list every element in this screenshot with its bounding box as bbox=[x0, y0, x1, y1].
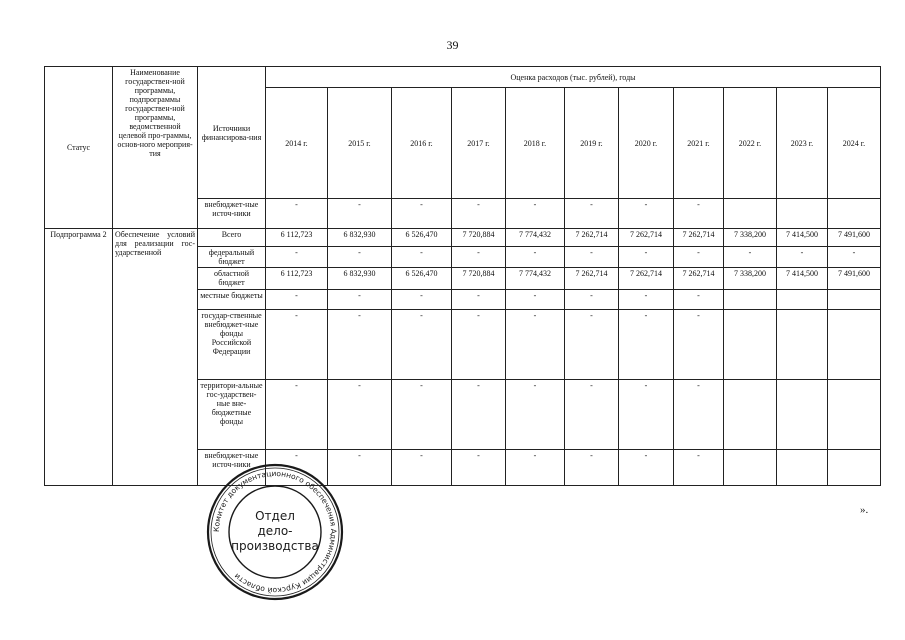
value-cell: - bbox=[452, 310, 506, 380]
value-cell: - bbox=[565, 199, 619, 229]
year-header: 2022 г. bbox=[724, 88, 777, 199]
value-cell: - bbox=[619, 199, 674, 229]
value-cell bbox=[724, 450, 777, 486]
value-cell bbox=[777, 199, 828, 229]
value-cell: - bbox=[328, 380, 392, 450]
value-cell: - bbox=[506, 380, 565, 450]
value-cell: 6 526,470 bbox=[392, 268, 452, 290]
value-cell: 7 338,200 bbox=[724, 229, 777, 247]
value-cell: - bbox=[619, 450, 674, 486]
value-cell: - bbox=[392, 310, 452, 380]
value-cell bbox=[828, 310, 881, 380]
value-cell bbox=[777, 380, 828, 450]
value-cell: - bbox=[565, 290, 619, 310]
value-cell bbox=[777, 290, 828, 310]
value-cell: - bbox=[619, 290, 674, 310]
value-cell: - bbox=[565, 380, 619, 450]
funding-source-cell: областной бюджет bbox=[198, 268, 266, 290]
value-cell: 6 832,930 bbox=[328, 229, 392, 247]
value-cell: - bbox=[674, 247, 724, 268]
value-cell: - bbox=[328, 290, 392, 310]
program-name-cell: Обеспечение условий для реализации гос-ударственной bbox=[113, 229, 198, 486]
value-cell: - bbox=[266, 380, 328, 450]
value-cell: - bbox=[565, 310, 619, 380]
official-stamp bbox=[205, 462, 345, 602]
value-cell: 7 262,714 bbox=[565, 229, 619, 247]
funding-source-cell: федеральный бюджет bbox=[198, 247, 266, 268]
value-cell bbox=[724, 199, 777, 229]
value-cell: - bbox=[619, 247, 674, 268]
value-cell bbox=[777, 310, 828, 380]
year-header: 2014 г. bbox=[266, 88, 328, 199]
value-cell: - bbox=[266, 199, 328, 229]
value-cell: - bbox=[328, 310, 392, 380]
value-cell: 6 112,723 bbox=[266, 229, 328, 247]
value-cell: - bbox=[392, 380, 452, 450]
value-cell: - bbox=[392, 450, 452, 486]
value-cell: 7 491,600 bbox=[828, 229, 881, 247]
expenses-header: Оценка расходов (тыс. рублей), годы bbox=[266, 67, 881, 88]
value-cell: - bbox=[565, 450, 619, 486]
value-cell: - bbox=[452, 380, 506, 450]
value-cell bbox=[828, 199, 881, 229]
year-header: 2017 г. bbox=[452, 88, 506, 199]
stamp-line-3: производства bbox=[231, 539, 319, 553]
value-cell: 7 338,200 bbox=[724, 268, 777, 290]
budget-table bbox=[44, 66, 881, 486]
funding-source-cell: территори-альные гос-ударствен-ные вне-бюджетные фонды bbox=[198, 380, 266, 450]
value-cell bbox=[724, 380, 777, 450]
value-cell: - bbox=[828, 247, 881, 268]
value-cell: - bbox=[452, 450, 506, 486]
funding-source-cell: Всего bbox=[198, 229, 266, 247]
value-cell: - bbox=[452, 247, 506, 268]
value-cell: - bbox=[619, 380, 674, 450]
status-cell: Подпрограмма 2 bbox=[45, 229, 113, 486]
value-cell: 7 491,600 bbox=[828, 268, 881, 290]
value-cell bbox=[777, 450, 828, 486]
value-cell: 6 112,723 bbox=[266, 268, 328, 290]
value-cell: 7 262,714 bbox=[674, 229, 724, 247]
year-header: 2021 г. bbox=[674, 88, 724, 199]
table-row bbox=[45, 229, 881, 247]
funding-source-cell: внебюджет-ные источ-ники bbox=[198, 199, 266, 229]
funding-source-cell: местные бюджеты bbox=[198, 290, 266, 310]
value-cell: 7 414,500 bbox=[777, 268, 828, 290]
value-cell: - bbox=[724, 247, 777, 268]
value-cell: - bbox=[266, 290, 328, 310]
value-cell: 7 774,432 bbox=[506, 268, 565, 290]
page-number: 39 bbox=[446, 38, 459, 52]
value-cell: 6 526,470 bbox=[392, 229, 452, 247]
value-cell: 7 720,884 bbox=[452, 268, 506, 290]
value-cell bbox=[828, 380, 881, 450]
value-cell bbox=[724, 310, 777, 380]
value-cell: 6 832,930 bbox=[328, 268, 392, 290]
value-cell: 7 414,500 bbox=[777, 229, 828, 247]
year-header: 2016 г. bbox=[392, 88, 452, 199]
value-cell bbox=[724, 290, 777, 310]
value-cell bbox=[828, 290, 881, 310]
value-cell: - bbox=[266, 247, 328, 268]
value-cell: - bbox=[506, 199, 565, 229]
value-cell: - bbox=[674, 290, 724, 310]
value-cell: - bbox=[506, 247, 565, 268]
value-cell: - bbox=[674, 310, 724, 380]
value-cell: - bbox=[392, 247, 452, 268]
value-cell: - bbox=[506, 310, 565, 380]
header-row bbox=[45, 67, 881, 88]
value-cell: - bbox=[392, 290, 452, 310]
stamp-line-2: дело- bbox=[257, 524, 293, 538]
value-cell: - bbox=[452, 290, 506, 310]
value-cell: 7 720,884 bbox=[452, 229, 506, 247]
value-cell: - bbox=[392, 199, 452, 229]
value-cell: - bbox=[674, 199, 724, 229]
funding-source-header: Источники финансирова-ния bbox=[198, 67, 266, 199]
value-cell: - bbox=[674, 380, 724, 450]
value-cell: - bbox=[506, 290, 565, 310]
year-header: 2024 г. bbox=[828, 88, 881, 199]
value-cell: - bbox=[328, 199, 392, 229]
year-header: 2015 г. bbox=[328, 88, 392, 199]
status-header: Статус bbox=[45, 67, 113, 229]
value-cell: - bbox=[328, 247, 392, 268]
value-cell: - bbox=[328, 450, 392, 486]
stamp-ring-text: Комитет документационного обеспечения Администрации Курской области bbox=[211, 468, 339, 596]
stamp-seal-icon bbox=[205, 462, 345, 602]
value-cell: 7 262,714 bbox=[674, 268, 724, 290]
value-cell bbox=[828, 450, 881, 486]
value-cell: - bbox=[266, 310, 328, 380]
funding-source-cell: внебюджет-ные источ-ники bbox=[198, 450, 266, 486]
program-name-header: Наименование государствен-ной программы, подпрограммы государствен-ной программы, ведомственной целевой про-граммы, основ-ного мероприя-тия bbox=[113, 67, 198, 229]
value-cell: - bbox=[777, 247, 828, 268]
value-cell: 7 262,714 bbox=[619, 229, 674, 247]
funding-source-cell: государ-ственные внебюджет-ные фонды Российской Федерации bbox=[198, 310, 266, 380]
value-cell: 7 774,432 bbox=[506, 229, 565, 247]
value-cell: - bbox=[619, 310, 674, 380]
closing-quote: ». bbox=[860, 504, 869, 516]
value-cell: - bbox=[506, 450, 565, 486]
year-header: 2019 г. bbox=[565, 88, 619, 199]
year-header: 2018 г. bbox=[506, 88, 565, 199]
value-cell: - bbox=[452, 199, 506, 229]
year-header: 2023 г. bbox=[777, 88, 828, 199]
value-cell: - bbox=[266, 450, 328, 486]
value-cell: - bbox=[565, 247, 619, 268]
value-cell: 7 262,714 bbox=[565, 268, 619, 290]
year-header: 2020 г. bbox=[619, 88, 674, 199]
stamp-line-1: Отдел bbox=[255, 509, 295, 523]
value-cell: 7 262,714 bbox=[619, 268, 674, 290]
value-cell: - bbox=[674, 450, 724, 486]
